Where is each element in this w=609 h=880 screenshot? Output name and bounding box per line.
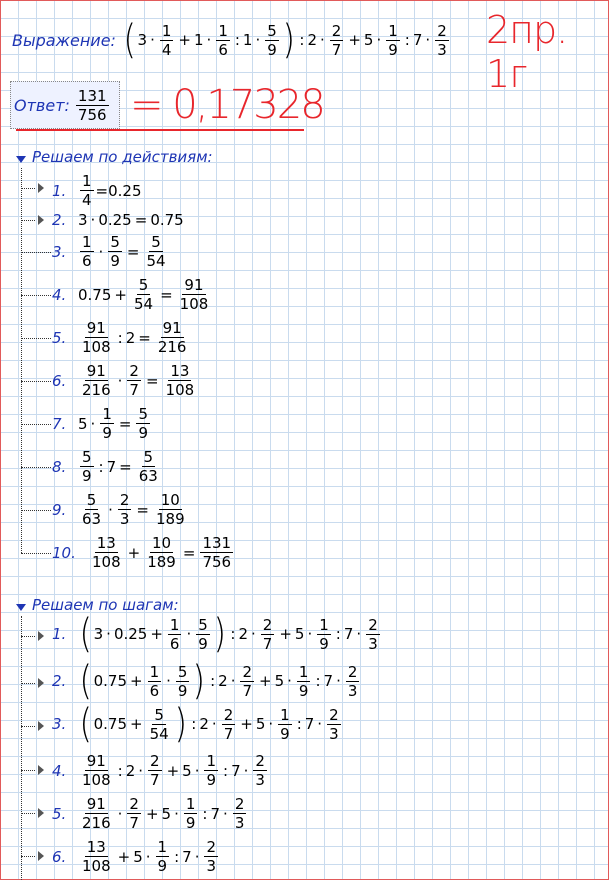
by-actions-title: Решаем по действиям: — [32, 148, 213, 166]
handwritten-result: = 0,17328 — [130, 82, 324, 128]
tree-branch — [21, 220, 35, 221]
solution-step: 3. ( 0.75 + $\frac{5}{54}$ ) : 2 · 2 7 + 5 · 1 9 : 7 · 2 3 — [52, 701, 339, 747]
by-actions-header[interactable] — [32, 148, 213, 166]
tree-branch — [21, 338, 51, 339]
tree-branch — [21, 856, 35, 857]
expand-arrow-icon[interactable] — [38, 721, 44, 731]
action-step: 2. 3 · 0.25 = 0.75 — [52, 211, 184, 229]
expression-label: Выражение: — [12, 30, 116, 50]
tree-line — [21, 616, 22, 880]
expand-arrow-icon[interactable] — [38, 808, 44, 818]
action-step: 3. 1 6 · $\frac{5}{9}$ = $\frac{5}{54}$ — [52, 233, 166, 270]
solution-step: 5. 91 216 · 2 7 + 5 · 1 9 : 7 · 2 3 — [52, 795, 245, 832]
answer-box — [10, 81, 120, 129]
collapse-triangle-icon[interactable] — [16, 604, 26, 611]
tree-branch — [21, 510, 51, 511]
tree-line — [21, 168, 22, 553]
solution-step: 1. ( 3 · 0.25 + $\frac{1}{6}$ · 5 9 ) : 2 · 2 7 + 5 · 1 9 : 7 · 2 3 — [52, 611, 378, 657]
tree-branch — [21, 813, 35, 814]
tree-branch — [21, 636, 35, 637]
handwritten-underline — [16, 129, 304, 131]
action-step: 9. 5 63 · $\frac{2}{3}$ = $\frac{10}{189}$ — [52, 491, 185, 528]
answer-fraction: 131 756 — [77, 86, 107, 124]
action-step: 8. 5 9 : 7 = $\frac{5}{63}$ — [52, 448, 158, 485]
tree-branch — [21, 295, 51, 296]
tree-branch — [21, 683, 35, 684]
tree-branch — [21, 467, 51, 468]
expression-row — [12, 17, 451, 63]
tree-branch — [21, 188, 35, 189]
expand-arrow-icon[interactable] — [38, 631, 44, 641]
tree-branch — [21, 252, 51, 253]
collapse-triangle-icon[interactable] — [16, 156, 26, 163]
expand-arrow-icon[interactable] — [38, 183, 44, 193]
action-step: 1. 1 4 =0.25 — [52, 172, 142, 209]
answer-label: Ответ: — [14, 95, 70, 115]
solution-step: 6. 13 108 + 5 · 1 9 : 7 · 2 3 — [52, 838, 217, 875]
tree-branch — [21, 726, 35, 727]
expand-arrow-icon[interactable] — [38, 215, 44, 225]
action-step: 4. 0.75 + $\frac{5}{54}$ = $\frac{91}{108}$ — [52, 276, 209, 313]
by-steps-title: Решаем по шагам: — [32, 596, 179, 614]
by-steps-header[interactable] — [32, 596, 179, 614]
tree-branch — [21, 770, 35, 771]
tree-branch — [21, 424, 51, 425]
action-step: 6. 91 216 · $\frac{2}{7}$ = $\frac{13}{108}$ — [52, 362, 195, 399]
solution-step: 4. 91 108 : 2 · 2 7 + 5 · 1 9 : 7 · 2 3 — [52, 752, 265, 789]
handwritten-note: 2пр. 1г — [486, 8, 568, 96]
expression: ( 3 · 1 4 + 1 · 1 6 : 1 · 5 9 ) : 2 · 2 7 + 5 · 1 9 : 7 · 2 3 — [123, 17, 447, 63]
action-step: 10. 13 108 + $\frac{10}{189}$ = $\frac{131}{756}$ — [52, 534, 232, 571]
tree-branch — [21, 553, 51, 554]
expand-arrow-icon[interactable] — [38, 678, 44, 688]
action-step: 7. 5 · $\frac{1}{9}$ = $\frac{5}{9}$ — [52, 405, 148, 442]
tree-branch — [21, 381, 51, 382]
solution-step: 2. ( 0.75 + $\frac{1}{6}$ · 5 9 ) : 2 · 2 7 + 5 · 1 9 : 7 · 2 3 — [52, 658, 358, 704]
expand-arrow-icon[interactable] — [38, 765, 44, 775]
action-step: 5. 91 108 : 2 = $\frac{91}{216}$ — [52, 319, 187, 356]
expand-arrow-icon[interactable] — [38, 851, 44, 861]
